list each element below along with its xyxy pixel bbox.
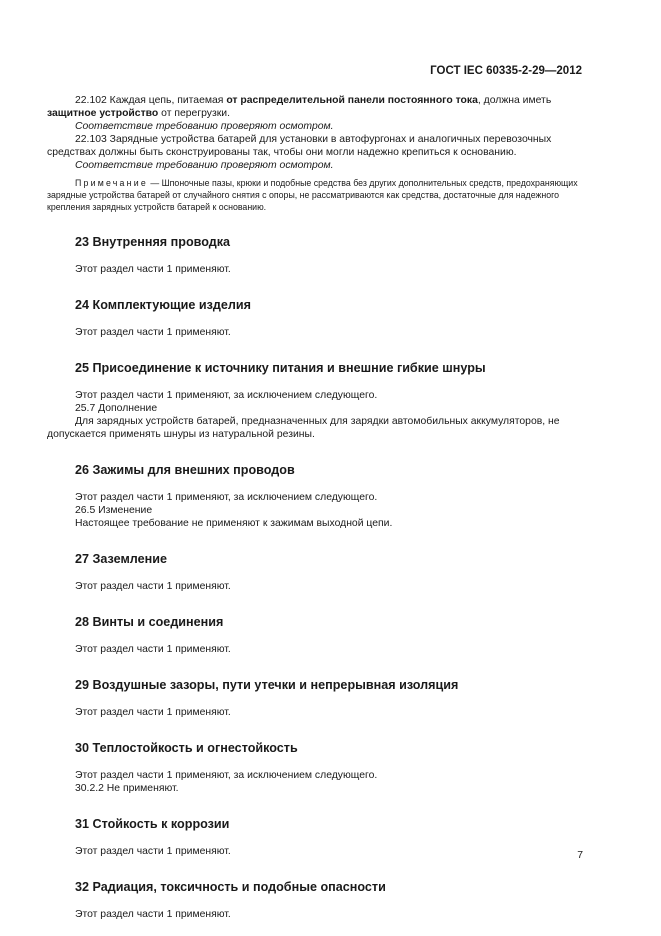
subclause-heading: 30.2.2 Не применяют.: [75, 783, 179, 794]
section-24: [47, 298, 583, 339]
clause-22-102: 22.102 Каждая цепь, питаемая от распределительной панели постоянного тока, должна иметь защитное устройство от перегрузки.: [47, 95, 552, 119]
section-title: 30 Теплостойкость и огнестойкость: [75, 741, 298, 755]
section-30: [47, 741, 583, 795]
section-title: 24 Комплектующие изделия: [75, 298, 251, 312]
page-number: 7: [577, 850, 583, 861]
section-text: Этот раздел части 1 применяют.: [75, 581, 231, 592]
clause-22-103: 22.103 Зарядные устройства батарей для установки в автофургонах и аналогичных перевозочных средствах должны быть сконструированы так, чтобы они могли надежно крепиться к основанию.: [47, 134, 552, 158]
section-title: 28 Винты и соединения: [75, 615, 224, 629]
subclause-heading: 25.7 Дополнение: [75, 403, 158, 414]
subclause-heading: 26.5 Изменение: [75, 505, 153, 516]
section-text: Этот раздел части 1 применяют.: [75, 327, 231, 338]
section-title: 26 Зажимы для внешних проводов: [75, 463, 295, 477]
section-text: Этот раздел части 1 применяют.: [75, 264, 231, 275]
section-title: 27 Заземление: [75, 552, 167, 566]
section-29: [47, 678, 583, 719]
note: [47, 177, 583, 213]
section-title: 32 Радиация, токсичность и подобные опасности: [75, 880, 386, 894]
note-text: — Шпоночные пазы, крюки и подобные средства без других дополнительных средств, предохраняющих зарядные устройства батарей от случайного снятия с опоры, не рассматриваются как средства, достаточные для надежного крепления зарядных устройств батарей к основанию.: [47, 178, 578, 212]
section-text: Для зарядных устройств батарей, предназначенных для зарядки автомобильных аккумуляторов, не допускается применять шнуры из натуральной резины.: [47, 416, 560, 440]
section-title: 25 Присоединение к источнику питания и внешние гибкие шнуры: [75, 361, 486, 375]
section-text: Этот раздел части 1 применяют, за исключением следующего.: [75, 770, 378, 781]
section-text: Настоящее требование не применяют к зажимам выходной цепи.: [75, 518, 393, 529]
section-text: Этот раздел части 1 применяют, за исключением следующего.: [75, 390, 378, 401]
section-31: [47, 817, 583, 858]
section-title: 23 Внутренняя проводка: [75, 235, 231, 249]
section-text: Этот раздел части 1 применяют.: [75, 909, 231, 920]
section-text: Этот раздел части 1 применяют.: [75, 707, 231, 718]
section-text: Этот раздел части 1 применяют.: [75, 846, 231, 857]
compliance-check-1: Соответствие требованию проверяют осмотром.: [75, 121, 334, 132]
section-32: [47, 880, 583, 921]
document-body: [47, 94, 583, 921]
note-label: Примечание: [75, 178, 148, 188]
section-28: [47, 615, 583, 656]
section-text: Этот раздел части 1 применяют, за исключением следующего.: [75, 492, 378, 503]
section-25: [47, 361, 583, 441]
section-title: 29 Воздушные зазоры, пути утечки и непрерывная изоляция: [75, 678, 459, 692]
section-text: Этот раздел части 1 применяют.: [75, 644, 231, 655]
section-title: 31 Стойкость к коррозии: [75, 817, 230, 831]
section-23: [47, 235, 583, 276]
section-26: [47, 463, 583, 530]
section-27: [47, 552, 583, 593]
compliance-check-2: Соответствие требованию проверяют осмотром.: [75, 160, 334, 171]
document-header: ГОСТ IEC 60335-2-29—2012: [430, 65, 582, 77]
